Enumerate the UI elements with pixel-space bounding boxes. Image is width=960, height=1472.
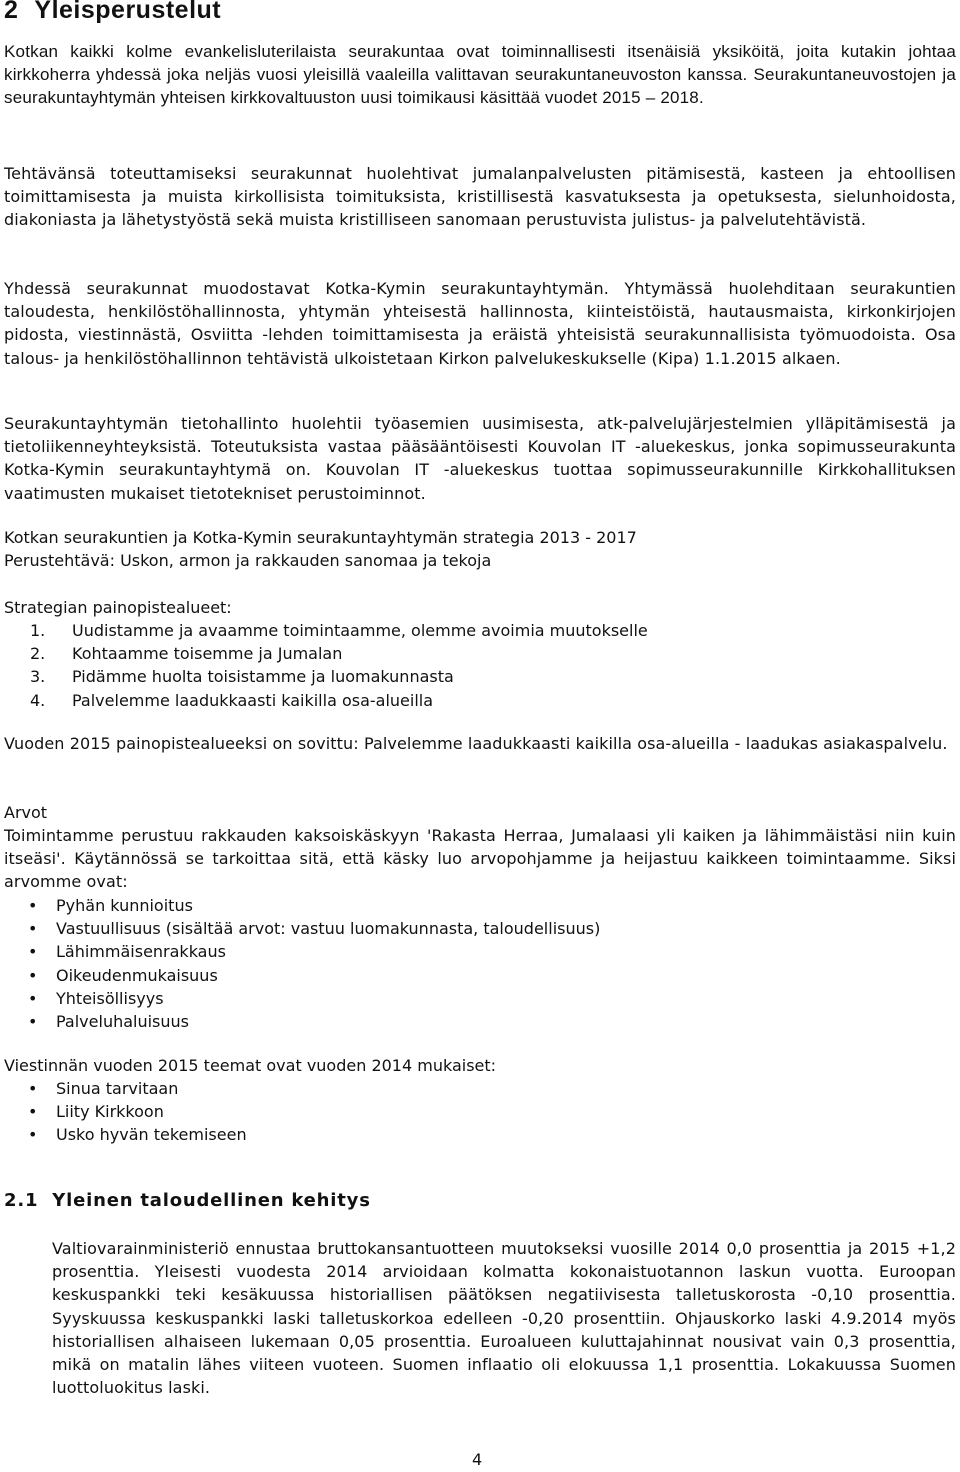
focus-item: 1. Uudistamme ja avaamme toimintaamme, olemme avoimia muutokselle [30,621,648,640]
focus-item: 2. Kohtaamme toisemme ja Jumalan [30,644,343,664]
subsection-title: Yleinen taloudellinen kehitys [52,1190,371,1211]
bullet-icon: • [28,965,38,985]
strategy-title: Kotkan seurakuntien ja Kotka-Kymin seurakuntayhtymän strategia 2013 - 2017 [4,528,637,547]
tasks-paragraph: Tehtävänsä toteuttamiseksi seurakunnat huolehtivat jumalanpalvelusten pitämisestä, kasteen ja ehtoollisen toimittamisesta ja muista kirkollisista toimituksista, kristillisestä kasvatuksesta ja opetuksesta, sielunhoidosta, diakoniasta ja lähetystyöstä sekä muista kristilliseen sanomaan perustuvista julistus- ja palvelutehtävistä. [4,164,956,230]
section-number: 2 [4,0,19,24]
section-heading [4,0,221,25]
bullet-icon: • [28,1125,38,1145]
strategy-mission: Perustehtävä: Uskon, armon ja rakkauden sanomaa ja tekoja [4,551,492,570]
focus-label: Strategian painopistealueet: [4,598,232,617]
values-label: Arvot [4,803,48,822]
it-paragraph: Seurakuntayhtymän tietohallinto huolehtii työasemien uusimisesta, atk-palvelujärjestelmien ylläpitämisestä ja tietoliikenneyhteyksistä. Toteutuksista vastaa pääsääntöisesti Kouvolan IT -aluekeskus, jonka sopimusseurakunta Kotka-Kymin seurakuntayhtymä on. Kouvolan IT -aluekeskus tuottaa sopimusseurakunnille Kirkkohallituksen vaatimusten mukaiset tietotekniset perustoiminnot. [4,414,956,503]
focus-2015-paragraph: Vuoden 2015 painopistealueeksi on sovittu: Palvelemme laadukkaasti kaikilla osa-alueilla - laadukas asiakaspalvelu. [4,734,948,753]
focus-item: 4. Palvelemme laadukkaasti kaikilla osa-alueilla [30,690,434,710]
bullet-icon: • [28,1102,38,1122]
subsection-heading [4,1190,371,1211]
bullet-icon: • [28,988,38,1008]
communication-item: • Usko hyvän tekemiseen [4,1123,247,1146]
values-item: • Lähimmäisenrakkaus [4,940,600,963]
values-list [4,894,600,1033]
intro-paragraph: Kotkan kaikki kolme evankelisluterilaista seurakuntaa ovat toiminnallisesti itsenäisiä yksiköitä, joita kutakin johtaa kirkkoherra yhdessä joka neljäs vuosi yleisillä vaaleilla valittavan seurakuntaneuvoston kanssa. Seurakuntaneuvostojen ja seurakuntayhtymän yhteisen kirkkovaltuuston uusi toimikausi käsittää vuodet 2015 – 2018. [4,42,956,108]
values-item: • Vastuullisuus (sisältää arvot: vastuu luomakunnasta, taloudellisuus) [4,917,600,940]
values-item: • Oikeudenmukaisuus [4,964,600,987]
values-item: • Pyhän kunnioitus [4,894,600,917]
section-title: Yleisperustelut [34,0,222,24]
values-item: • Yhteisöllisyys [4,987,600,1010]
focus-item: 3. Pidämme huolta toisistamme ja luomakunnasta [30,667,454,687]
communication-label: Viestinnän vuoden 2015 teemat ovat vuoden 2014 mukaiset: [4,1056,497,1075]
economy-paragraph: Valtiovarainministeriö ennustaa bruttokansantuotteen muutokseksi vuosille 2014 0,0 prosenttia ja 2015 +1,2 prosenttia. Yleisesti vuodesta 2014 arvioidaan kolmatta kokonaistuotannon laskun vuotta. Euroopan keskuspankki teki kesäkuussa historiallisen päätöksen negatiivisesta talletuskorosta -0,10 prosenttia. Syyskuussa keskuspankki laski talletuskorkoa edelleen -0,20 prosenttiin. Ohjauskorko laski 4.9.2014 myös historiallisen alhaiseen lukemaan 0,05 prosenttia. Euroalueen kuluttajahinnat nousivat vain 0,3 prosenttia, mikä on matalin lähes viiteen vuoteen. Suomen inflaatio oli elokuussa 1,1 prosenttia. Lokakuussa Suomen luottoluokitus laski. [52,1239,956,1398]
page-number: 4 [472,1450,483,1469]
focus-list [4,619,648,712]
union-paragraph: Yhdessä seurakunnat muodostavat Kotka-Kymin seurakuntayhtymän. Yhtymässä huolehditaan seurakuntien taloudesta, henkilöstöhallinnosta, yhtymän yhteisestä hallinnosta, kiinteistöistä, hautausmaista, kirkonkirjojen pidosta, viestinnästä, Osviitta -lehden toimittamisesta ja eräistä yhteisistä seurakunnallisista työmuodoista. Osa talous- ja henkilöstöhallinnon tehtävistä ulkoistetaan Kirkon palvelukeskukselle (Kipa) 1.1.2015 alkaen. [4,279,956,368]
bullet-icon: • [28,1079,38,1098]
communication-item: • Liity Kirkkoon [4,1100,247,1123]
subsection-number: 2.1 [4,1190,39,1211]
bullet-icon: • [28,1012,38,1032]
bullet-icon: • [28,919,38,939]
values-item: • Palveluhaluisuus [4,1010,600,1033]
bullet-icon: • [28,942,38,962]
values-paragraph: Toimintamme perustuu rakkauden kaksoiskäskyyn 'Rakasta Herraa, Jumalaasi yli kaiken ja lähimmäistäsi niin kuin itseäsi'. Käytännössä se tarkoittaa sitä, että käsky luo arvopohjamme ja heijastuu kaikkeen toimintaamme. Siksi arvomme ovat: [4,826,956,892]
communication-item: • Sinua tarvitaan [4,1077,247,1100]
communication-list [4,1077,247,1147]
bullet-icon: • [28,896,38,915]
